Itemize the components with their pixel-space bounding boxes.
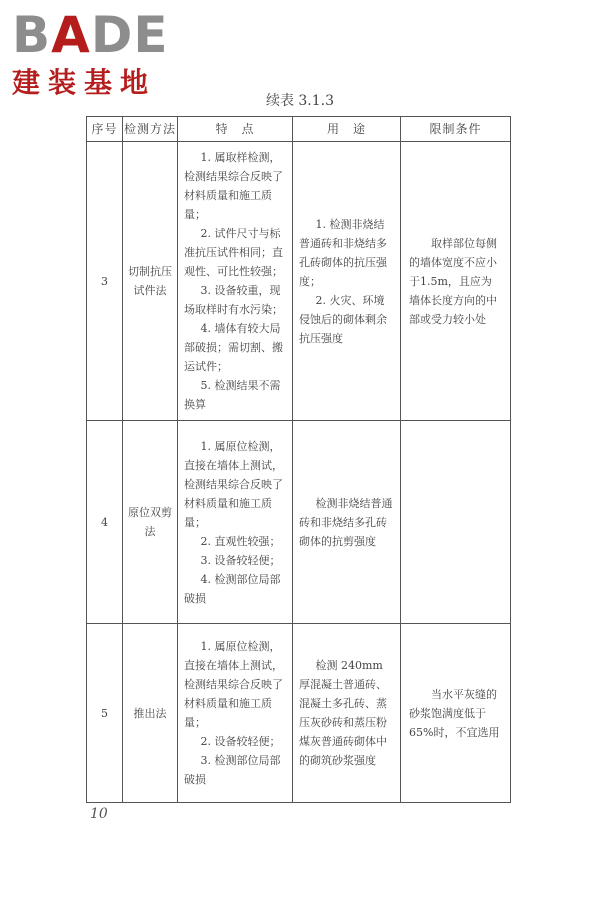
feature-item: 1. 属原位检测，直接在墙体上测试，检测结果综合反映了材料质量和施工质量；: [184, 439, 283, 529]
feature-item: 4. 墙体有较大局部破损；需切割、搬运试件；: [184, 322, 283, 373]
feature-item: 2. 试件尺寸与标准抗压试件相同；直观性、可比性较强；: [184, 227, 283, 278]
table-row: [87, 624, 511, 803]
header-limits: 限制条件: [401, 117, 511, 142]
brand-subtitle: 建装基地: [12, 66, 157, 99]
header-no: 序号: [87, 117, 123, 142]
use-item: 检测 240mm 厚混凝土普通砖、混凝土多孔砖、蒸压灰砂砖和蒸压粉煤灰普通砖砌体中的砌筑砂浆强度: [299, 659, 387, 767]
limits-cell: [401, 142, 511, 421]
feature-item: 1. 属取样检测，检测结果综合反映了材料质量和施工质量；: [184, 151, 283, 221]
row-number: 4: [87, 421, 123, 624]
table-row: [87, 142, 511, 421]
brand-wordmark: BADE: [12, 6, 169, 64]
method-name: 切制抗压试件法: [123, 142, 178, 421]
use-item: 1. 检测非烧结普通砖和非烧结多孔砖砌体的抗压强度；: [299, 217, 387, 288]
method-name: 推出法: [123, 624, 178, 803]
uses-cell: [293, 624, 401, 803]
feature-item: 3. 检测部位局部破损: [184, 754, 281, 786]
method-name: 原位双剪法: [123, 421, 178, 624]
use-item: 2. 火灾、环境侵蚀后的砌体剩余抗压强度: [299, 293, 387, 345]
features-cell: [178, 142, 293, 421]
limit-item: 取样部位每侧的墙体宽度不应小于1.5m，且应为墙体长度方向的中部或受力较小处: [409, 236, 497, 326]
feature-item: 4. 检测部位局部破损: [184, 572, 281, 605]
features-cell: [178, 624, 293, 803]
feature-item: 2. 直观性较强；: [200, 534, 281, 548]
feature-item: 3. 设备较轻便；: [200, 553, 281, 567]
feature-item: 3. 设备较重，现场取样时有水污染；: [184, 284, 283, 316]
brand-logo: [12, 6, 192, 100]
table-header-row: [87, 117, 511, 142]
inspection-methods-table: [86, 116, 511, 803]
uses-cell: [293, 421, 401, 624]
use-item: 检测非烧结普通砖和非烧结多孔砖砌体的抗剪强度: [299, 496, 393, 548]
limits-cell: [401, 624, 511, 803]
header-uses: 用 途: [293, 117, 401, 142]
table-row: [87, 421, 511, 624]
table-caption: 续表 3.1.3: [265, 93, 335, 109]
row-number: 5: [87, 624, 123, 803]
row-number: 3: [87, 142, 123, 421]
page-number: 10: [90, 806, 108, 822]
uses-cell: [293, 142, 401, 421]
feature-item: 2. 设备较轻便；: [200, 735, 281, 748]
feature-item: 5. 检测结果不需换算: [184, 379, 281, 411]
limit-item: 当水平灰缝的砂浆饱满度低于65%时，不宜选用: [409, 687, 500, 739]
limits-cell: [401, 421, 511, 624]
header-method: 检测方法: [123, 117, 178, 142]
header-features: 特 点: [178, 117, 293, 142]
features-cell: [178, 421, 293, 624]
feature-item: 1. 属原位检测，直接在墙体上测试，检测结果综合反映了材料质量和施工质量；: [184, 640, 283, 729]
